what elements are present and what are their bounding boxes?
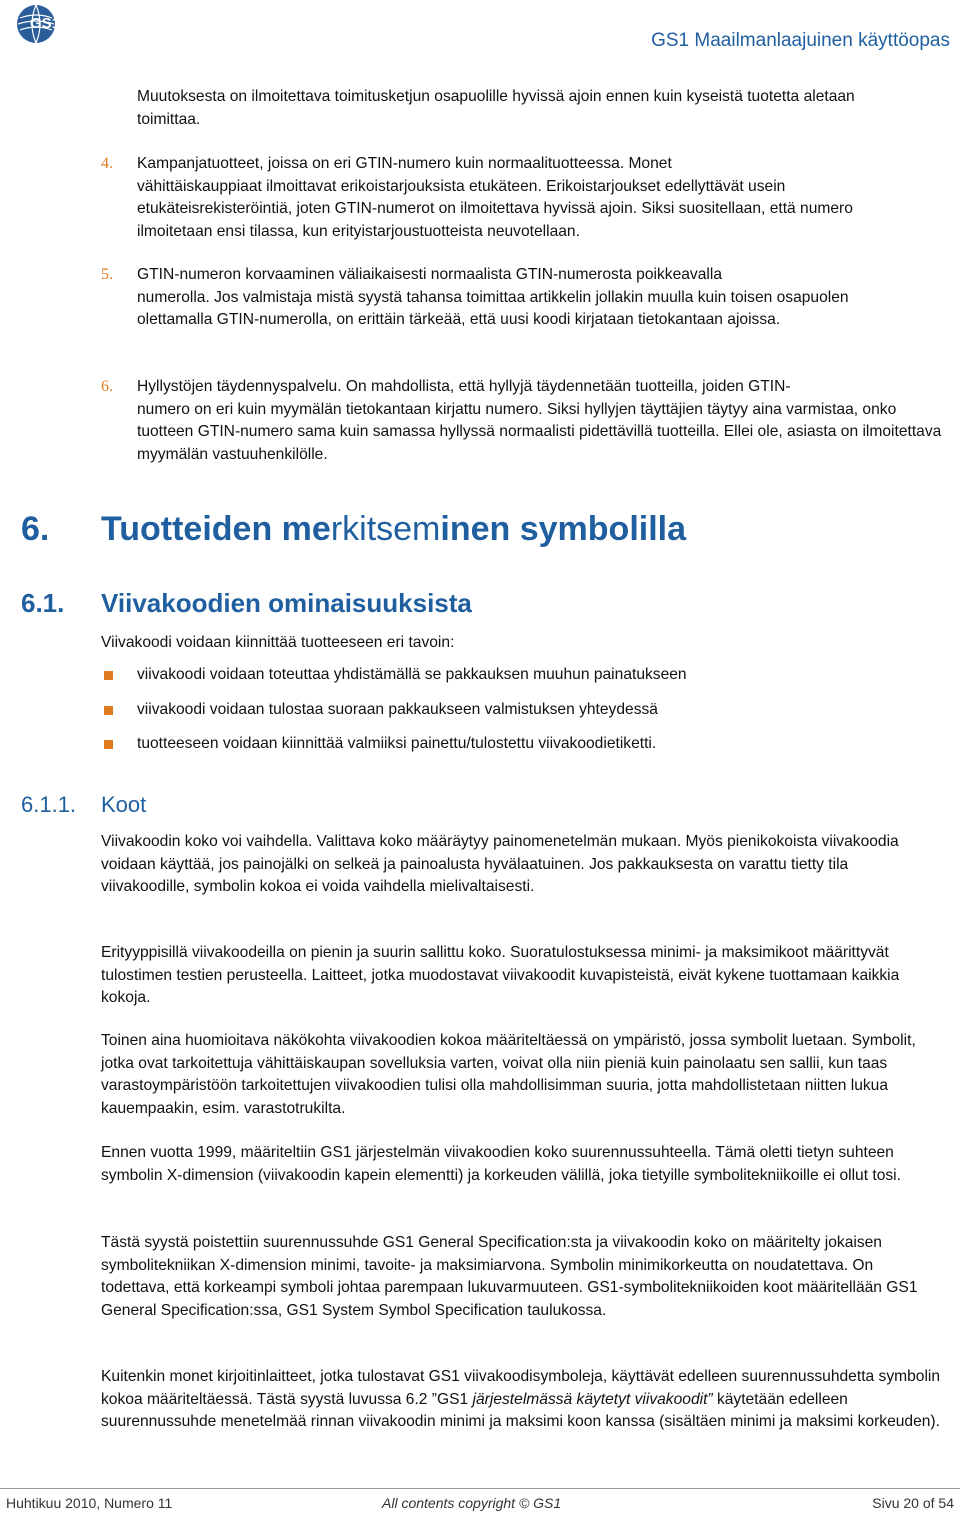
paragraph: Viivakoodin koko voi vaihdella. Valittava koko määräytyy painomenetelmän mukaan. Myös pienikokoista viivakoodia voidaan käyttää, jos painojälki on selkeä ja painoalusta hyvälaatuinen. Jos pakkauksesta on varattu tietty tila viivakoodille, symbolin kokoa ei voida vaihdella mielivaltaisesti. [101, 833, 899, 895]
list-rest: numerolla. Jos valmistaja mistä syystä tahansa toimittaa artikkelin jollakin muulla kuin toisen osapuolen olettamalla GTIN-numerolla, on erittäin tärkeää, että uusi koodi kirjataan tietokantaan ajoissa. [137, 288, 849, 328]
bullet-icon [104, 706, 113, 715]
text-run: käytetään edelleen suurennussuhde menetelmää rinnan viivakoodin minimi ja maksimi koon kanssa (sisältäen minimi ja maksimi korkeuden). [101, 1390, 940, 1430]
title-part: Tuotteiden me [101, 510, 331, 548]
section-6-1-1-number: 6.1.1. [21, 792, 77, 817]
bullet-icon [104, 671, 113, 680]
paragraph: Tästä syystä poistettiin suurennussuhde GS1 General Specification:sta ja viivakoodin koko on määritelty jokaisen symbolitekniikan X-dimension minimi, tavoite- ja maksimiarvona. Symbolin minimikorkeutta on noudatettava. On todettava, että korkeampi symboli johtaa parempaan lukuvarmuuteen. GS1-symbolitekniikoiden koot määritellään GS1 General Specification:ssa, GS1 System Symbol Specification taulukossa. [101, 1234, 918, 1319]
document-title: GS1 Maailmanlaajuinen käyttöopas [651, 30, 950, 51]
list-rest: vähittäiskauppiaat ilmoittavat erikoistarjouksista etukäteen. Erikoistarjoukset edellyttävät usein etukäteisrekisteröintiä, joten GTIN-numerot on ilmoitettava hyvissä ajoin. Siksi suositellaan, että numero ilmoitetaan ensi tilassa, kun erityistarjoustuotteista neuvotellaan. [137, 177, 853, 240]
paragraph: Toinen aina huomioitava näkökohta viivakoodien kokoa määriteltäessä on ympäristö, jossa symbolit luetaan. Symbolit, jotka ovat tarkoitettuja vähittäiskaupan sovelluksia varten, voivat olla niin pieniä kuin painolaatu sen sallii, kun taas varastoympäristöön tarkoitettujen viivakoodien tulisi olla mahdollisimman suuria, jotta mahdollistetaan niitten lukua kauempaakin, esim. varastotrukilta. [101, 1032, 916, 1117]
title-part: rkitsem [330, 510, 441, 548]
list-number: 5. [101, 266, 113, 283]
intro-paragraph: Muutoksesta on ilmoitettava toimitusketjun osapuolille hyvissä ajoin ennen kuin kyseistä tuotetta aletaan toimittaa. [137, 88, 855, 128]
bullet-text: viivakoodi voidaan toteuttaa yhdistämällä se pakkauksen muuhun painatukseen [137, 666, 687, 683]
section-6-1-intro: Viivakoodi voidaan kiinnittää tuotteeseen eri tavoin: [101, 634, 455, 651]
list-text [137, 264, 917, 332]
footer-copyright: All contents copyright © GS1 [382, 1495, 562, 1511]
footer-page-number: Sivu 20 of 54 [872, 1495, 954, 1511]
list-text [137, 153, 917, 243]
gs1-logo [16, 4, 74, 44]
logo-text: GS1 [30, 15, 61, 32]
paragraph: Erityyppisillä viivakoodeilla on pienin ja suurin sallittu koko. Suoratulostuksessa minimi- ja maksimikoot määrittyvät tulostimen testien perusteella. Laitteet, jotka muodostavat viivakoodit kuvapisteistä, eivät kykene tuottamaan kaikkia kokoja. [101, 944, 900, 1006]
section-6-1-number: 6.1. [21, 588, 65, 618]
bullet-text: viivakoodi voidaan tulostaa suoraan pakkaukseen valmistuksen yhteydessä [137, 701, 658, 718]
list-line1: GTIN-numeron korvaaminen väliaikaisesti normaalista GTIN-numerosta poikkeavalla [137, 266, 722, 283]
text-run: Kuitenkin monet kirjoitinlaitteet, jotka tulostavat GS1 viivakoodisymboleja, käyttävät edelleen suurennussuhdetta symbolin kokoa määriteltäessä. Tästä syystä luvussa 6.2 ”GS1 [101, 1368, 941, 1408]
section-6-1-1-title: Koot [101, 792, 147, 817]
section-6-number: 6. [21, 510, 50, 548]
section-6-1-title: Viivakoodien ominaisuuksista [101, 588, 472, 618]
footer-date: Huhtikuu 2010, Numero 11 [6, 1495, 173, 1511]
list-rest: numero on eri kuin myymälän tietokantaan kirjattu numero. Siksi hyllyjen täyttäjien täytyy aina varmistaa, onko tuotteen GTIN-numero sama kuin samassa hyllyssä normaalisti pidettävillä tuotteilla. Ellei ole, asiasta on ilmoitettava myymälän vastuuhenkilölle. [137, 400, 942, 463]
section-6-title [101, 510, 686, 549]
bullet-text: tuotteeseen voidaan kiinnittää valmiiksi painettu/tulostettu viivakoodietiketti. [137, 735, 657, 752]
title-part: inen symbolilla [440, 510, 687, 548]
text-run-italic: järjestelmässä käytetyt viivakoodit” [472, 1390, 713, 1408]
paragraph [101, 1366, 951, 1434]
footer-divider [0, 1488, 960, 1489]
list-line1: Kampanjatuotteet, joissa on eri GTIN-numero kuin normaalituotteessa. Monet [137, 155, 672, 172]
list-number: 4. [101, 155, 113, 172]
paragraph: Ennen vuotta 1999, määriteltiin GS1 järjestelmän viivakoodien koko suurennussuhteella. Tämä oletti tietyn suhteen symbolin X-dimension (viivakoodin kapein elementti) ja korkeuden välillä, joka tietyille symbolitekniikoille ei ollut tosi. [101, 1144, 901, 1184]
list-line1: Hyllystöjen täydennyspalvelu. On mahdollista, että hyllyjä täydennetään tuotteilla, joiden GTIN- [137, 378, 791, 395]
list-text [137, 376, 952, 466]
bullet-icon [104, 740, 113, 749]
list-number: 6. [101, 378, 113, 395]
